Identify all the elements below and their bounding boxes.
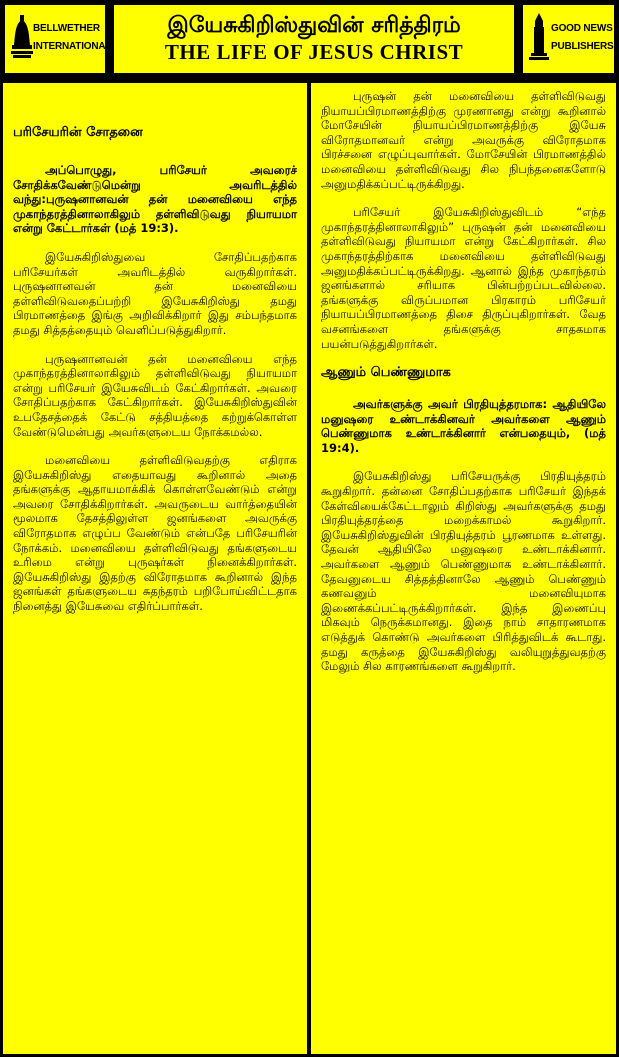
section-heading: ஆணும் பெண்ணுமாக	[321, 365, 451, 381]
verse-quote: அப்பொழுது, பரிசேயர் அவரைச் சோதிக்கவேண்டுமென்று அவரிடத்தில் வந்து:புருஷனானவன் தன் மனைவியை எந்த முகாந்தரத்தினாலாகிலும் தள்ளிவிடுவது நியாயமா என்று கேட்டார்கள் (மத் 19:3).	[13, 163, 297, 236]
paragraph: புருஷனானவன் தன் மனைவியை எந்த முகாந்தரத்தினாலாகிலும் தள்ளிவிடுவது நியாயமா என்று பரிசேயர் இயேசுவிடம் கேட்கிறார்கள். அவரை சோதிப்பதற்காக கேட்கிறார்கள். இயேசுகிறிஸ்துவின் உபதேசத்தைக் கேட்டு சத்தியத்தை கற்றுக்கொள்ள வேண்டுமென்பது அவர்களுடைய நோக்கமல்ல.	[13, 351, 297, 439]
logo-left-line1: BELLWETHER	[33, 23, 100, 34]
left-column	[3, 83, 307, 1054]
logo-right-line1: GOOD NEWS	[551, 23, 613, 34]
paragraph: புருஷன் தன் மனைவியை தள்ளிவிடுவது நியாயப்பிரமாணத்திற்கு முரணானது என்று கூறினால் மோசேயின் நியாயப்பிரமாணத்திற்கு இயேசு விரோதமானவர் என்று அவருக்கு விரோதமாக பிரச்சனை எழுப்புவார்கள். மோசேயின் பிரமாணத்தில் மனைவியை தள்ளிவிடுவது சில நிபந்தனைகளோடு அனுமதிக்கப்பட்டிருக்கிறது.	[321, 89, 606, 191]
building-icon	[529, 13, 549, 61]
paragraph: பரிசேயர் இயேசுகிறிஸ்துவிடம் “எந்த முகாந்தரத்தினாலாகிலும்” புருஷன் தன் மனைவியை தள்ளிவிடுவது நியாயமா என்று கேட்கிறார்கள். சில முகாந்தரத்திற்காக மனைவியை தள்ளிவிடுவது அனுமதிக்கப்பட்டிருக்கிறது. ஆனால் இந்த முகாந்தரம் ஜனங்களால் சரியாக பின்பற்றப்படவில்லை. தங்களுக்கு விருப்பமான பிரகாரம் பரிசேயர் நியாயப்பிரமாணத்தை திசை திருப்புகிறார்கள். வேத வசனங்களை தங்களுக்கு சாதகமாக பயன்படுத்துகிறார்கள்.	[321, 205, 606, 351]
title-tamil: இயேசுகிறிஸ்துவின் சரித்திரம்	[167, 12, 461, 38]
paragraph: இயேசுகிறிஸ்துவை சோதிப்பதற்காக பரிசேயர்கள் அவரிடத்தில் வருகிறார்கள். புருஷனானவன் தன் மனைவியை தள்ளிவிடுவதைப்பற்றி இயேசுகிறிஸ்து தமது பிரமாணத்தை இங்கு அறிவிக்கிறார் இது சம்பந்தமாக தமது சித்தத்தையும் வெளிப்படுத்துகிறார்.	[13, 249, 297, 337]
bell-icon	[11, 15, 33, 59]
title-english: THE LIFE OF JESUS CHRIST	[164, 40, 464, 64]
section-heading: பரிசேயரின் சோதனை	[13, 125, 143, 140]
publisher-logo-left	[3, 3, 112, 75]
body-area	[0, 80, 619, 1057]
publisher-logo-right	[521, 3, 616, 75]
right-column	[311, 83, 616, 1054]
header	[0, 0, 619, 80]
verse-quote: அவர்களுக்கு அவர் பிரதியுத்தரமாக: ஆதியிலே மனுஷரை உண்டாக்கினவர் அவர்களை ஆணும் பெண்ணுமாக உண்டாக்கினார் என்பதையும், (மத் 19:4).	[321, 397, 606, 455]
logo-right-line2: PUBLISHERS	[551, 41, 614, 52]
paragraph: இயேசுகிறிஸ்து பரிசேயருக்கு பிரதியுத்தரம் கூறுகிறார். தன்னை சோதிப்பதற்காக பரிசேயர் இந்தக் கேள்வியைக்கேட்டாலும் கிறிஸ்து அவர்களுக்கு தமது பிரதியுத்தரத்தை மறைக்காமல் கூறுகிறார். இயேசுகிறிஸ்துவின் பிரதியுத்தரம் பூரணமாக உள்ளது. தேவன் ஆதியிலே மனுஷரை உண்டாக்கினார். அவர்களை ஆணும் பெண்ணுமாக உண்டாக்கினார். தேவனுடைய சித்தத்தினாலே ஆணும் பெண்ணும் கணவனும் மனைவியுமாக இணைக்கப்பட்டிருக்கிறார்கள். இந்த இணைப்பு மிகவும் நெருக்கமானது. இதை நாம் சாதாரணமாக எடுத்துக் கொண்டு அவர்களை பிரித்துவிடக் கூடாது. தமது கருத்தை இயேசுகிறிஸ்து வலியுறுத்துவதற்கு மேலும் சில காரணங்களை கூறுகிறார்.	[321, 469, 606, 674]
title-box	[112, 3, 516, 75]
logo-left-line2: INTERNATIONAL	[33, 41, 112, 52]
paragraph: மனைவியை தள்ளிவிடுவதற்கு எதிராக இயேசுகிறிஸ்து எதையாவது கூறினால் அதை தங்களுக்கு ஆதாயமாக்கிக் கொள்ளவேண்டும் என்று அவரை சோதிக்கிறார்கள். அவருடைய வார்த்தையின் மூலமாக தேசத்திலுள்ள ஜனங்களை அவருக்கு விரோதமாக எழுப்ப வேண்டும் என்பதே பரிசேயரின் நோக்கம். மனைவியை தள்ளிவிடுவது தங்களுடைய உரிமை என்று புருஷர்கள் நினைக்கிறார்கள். இயேசுகிறிஸ்து இதற்கு விரோதமாக கூறினால் இந்த ஜனங்கள் தங்களுடைய சுதந்தரம் பறிபோய்விட்டதாக நினைத்து இயேசுவை எதிர்ப்பார்கள்.	[13, 453, 297, 614]
